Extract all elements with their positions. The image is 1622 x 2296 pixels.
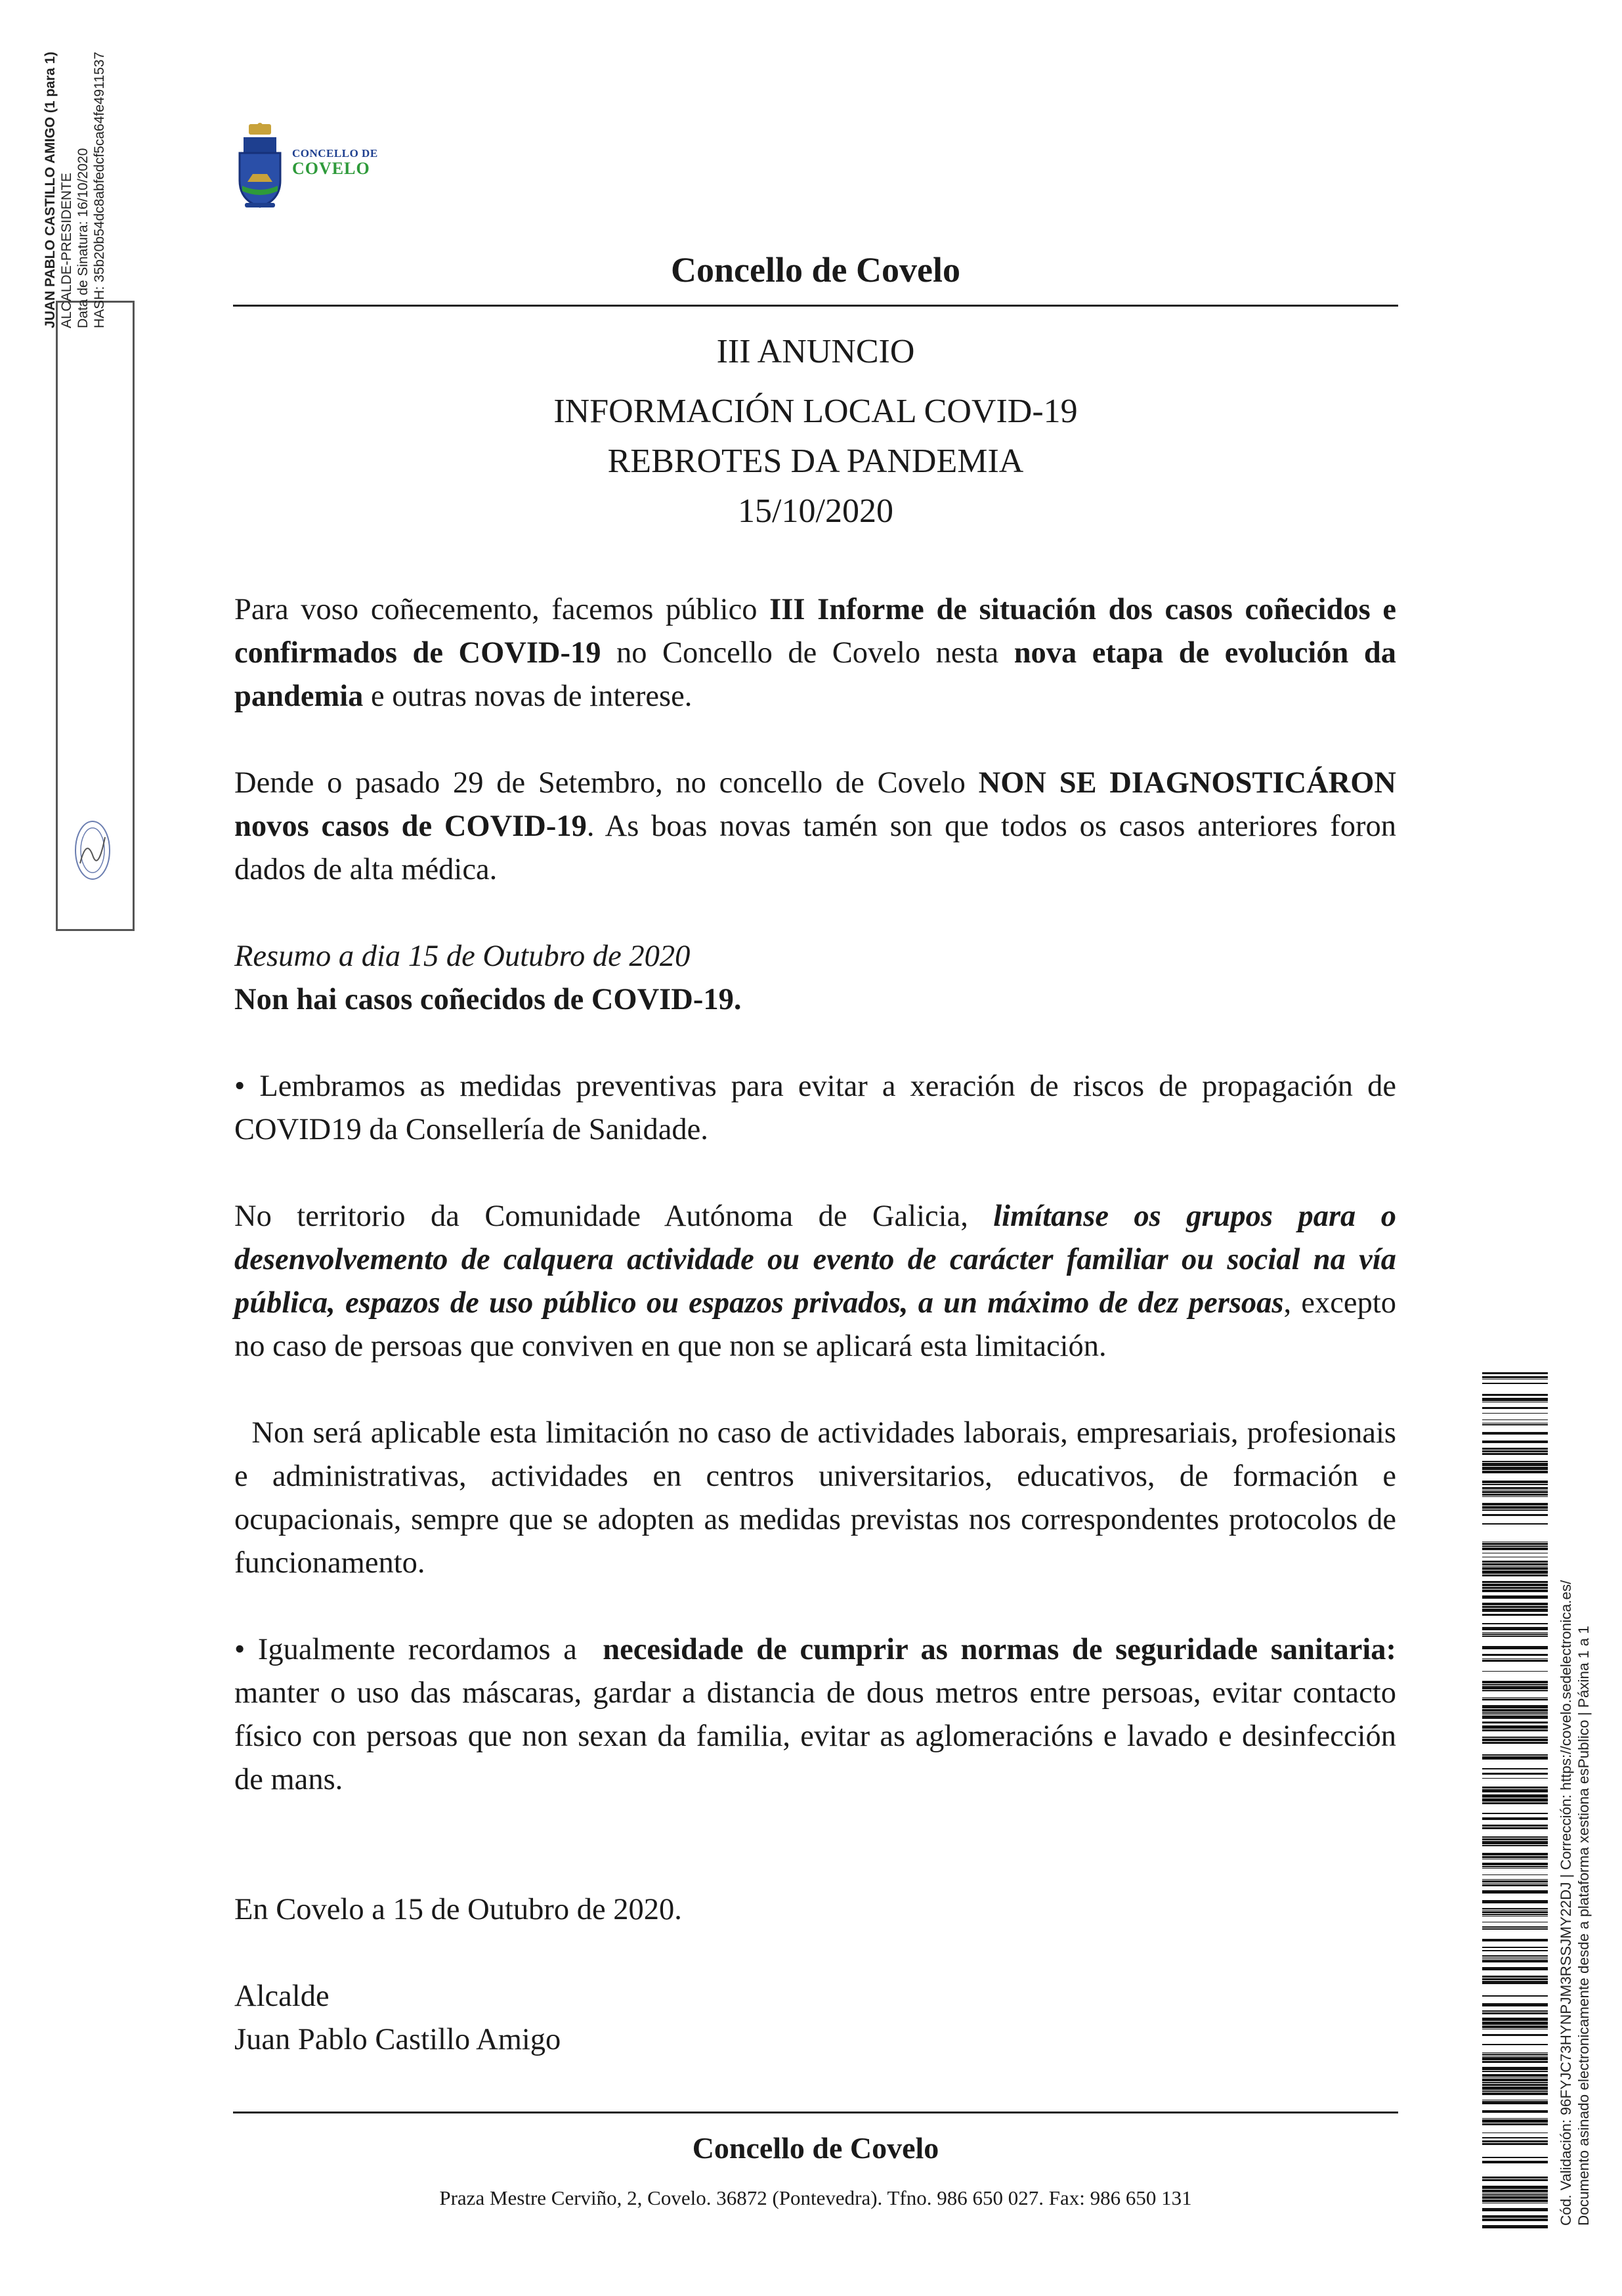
barcode-bar: [1482, 1567, 1548, 1570]
barcode-bar: [1482, 2079, 1548, 2081]
signer-role: Alcalde: [234, 1980, 330, 2013]
barcode-bar: [1482, 1798, 1548, 1802]
text-run: , excepto no caso de persoas que conviven en que non se aplicará esta limitación.: [234, 1286, 1396, 1363]
barcode-bar: [1482, 1471, 1548, 1473]
barcode-bar: [1482, 1383, 1548, 1384]
barcode-bar: [1482, 2025, 1548, 2028]
barcode-bar: [1482, 2110, 1548, 2113]
barcode-bar: [1482, 1660, 1548, 1662]
barcode-bar: [1482, 1742, 1548, 1744]
barcode-bar: [1482, 1467, 1548, 1470]
barcode-bar: [1482, 1561, 1548, 1563]
barcode-bar: [1482, 1960, 1548, 1962]
barcode-bar: [1482, 2143, 1548, 2145]
barcode-bar: [1482, 1883, 1548, 1884]
barcode-bar: [1482, 1845, 1548, 1846]
barcode-bar: [1482, 1603, 1548, 1605]
signature-details: [42, 52, 108, 328]
barcode-bar: [1482, 2082, 1548, 2083]
barcode-bar: [1482, 1768, 1548, 1769]
text-run: manter o uso das máscaras, gardar a distancia de dous metros entre persoas, evitar contacto físico con persoas que non sexan da familia, evitar as aglomeracións e lavado e desinfección de mans.: [234, 1676, 1396, 1796]
barcode-bar: [1482, 1570, 1548, 1574]
signature-seal-icon: [72, 817, 113, 883]
announcement-number: III ANUNCIO: [716, 333, 915, 370]
barcode-bar: [1482, 2179, 1548, 2181]
barcode-bar: [1482, 2077, 1548, 2078]
barcode-bar: [1482, 1686, 1548, 1689]
signature-date-line: Data de Sinatura: 16/10/2020: [75, 148, 91, 328]
barcode-bar: [1482, 2087, 1548, 2090]
barcode-bar: [1482, 1978, 1548, 1980]
barcode-bar: [1482, 1481, 1548, 1483]
barcode-bar: [1482, 2067, 1548, 2070]
barcode-bar: [1482, 1496, 1548, 1497]
barcode-bar: [1482, 1729, 1548, 1731]
barcode-bar: [1482, 1503, 1548, 1505]
barcode-bar: [1482, 1705, 1548, 1708]
document-body: [234, 588, 1404, 2062]
barcode-bar: [1482, 1725, 1548, 1729]
barcode-bar: [1482, 1634, 1548, 1635]
barcode-bar: [1482, 2161, 1548, 2163]
barcode-bar: [1482, 2022, 1548, 2025]
barcode-bar: [1482, 1523, 1548, 1525]
barcode-bar: [1482, 1754, 1548, 1756]
barcode-bar: [1482, 1866, 1548, 1867]
barcode-bar: [1482, 1813, 1548, 1814]
barcode-bar: [1482, 1884, 1548, 1886]
validation-code-line: Cód. Validación: 96FYJC73HYNPJM3RSSJMY22DJ | Corrección: https://covelo.sedelectronica.es/: [1558, 1580, 1574, 2226]
barcode-bar: [1482, 1853, 1548, 1855]
text-run: Para voso coñecemento, facemos público: [234, 593, 770, 626]
barcode-bar: [1482, 1690, 1548, 1691]
barcode-bar: [1482, 1697, 1548, 1698]
paragraph-no-new-cases: [234, 762, 1396, 892]
bold-run: III Informe de situación dos casos coñecidos e confirmados de COVID-19: [234, 593, 1396, 670]
barcode-bar: [1482, 1563, 1548, 1565]
barcode-bar: [1482, 1595, 1548, 1599]
closing-place-date: En Covelo a 15 de Outubro de 2020.: [234, 1893, 682, 1926]
barcode-bar: [1482, 1939, 1548, 1941]
barcode-bar: [1482, 1976, 1548, 1978]
barcode-bar: [1482, 1514, 1548, 1516]
signer-name: Juan Pablo Castillo Amigo: [234, 2023, 561, 2056]
barcode-bar: [1482, 1787, 1548, 1788]
barcode-bar: [1482, 1712, 1548, 1714]
barcode-bar: [1482, 1714, 1548, 1715]
barcode-bar: [1482, 1606, 1548, 1608]
barcode-bar: [1482, 1836, 1548, 1838]
barcode-bar: [1482, 1880, 1548, 1882]
barcode-bar: [1482, 1716, 1548, 1719]
barcode-bar: [1482, 1487, 1548, 1489]
text-run: • Igualmente recordamos a: [234, 1633, 603, 1666]
barcode-bar: [1482, 1506, 1548, 1509]
barcode-bar: [1482, 1548, 1548, 1550]
bold-run: NON SE DIAGNOSTICÁRON novos casos de COVID-19: [234, 766, 1396, 843]
barcode-bar: [1482, 1590, 1548, 1592]
barcode-bar: [1482, 1868, 1548, 1869]
barcode-bar: [1482, 1947, 1548, 1948]
barcode-bar: [1482, 1778, 1548, 1779]
barcode-bar: [1482, 2194, 1548, 2196]
barcode-bar: [1482, 1424, 1548, 1425]
barcode-bar: [1482, 1450, 1548, 1452]
barcode-bar: [1482, 2092, 1548, 2095]
signature-hash-line: HASH: 35b20b54dc8abfedcf5ca64fe4911537: [92, 51, 107, 328]
barcode-bar: [1482, 1463, 1548, 1466]
barcode-bar: [1482, 1394, 1548, 1396]
council-logo: [233, 121, 384, 210]
paragraph-exceptions: Non será aplicable esta limitación no caso de actividades laborais, empresariais, profesionais e administrativas, actividades en centros universitarios, educativos, de formación e ocupacionais, sempre que se adopten as medidas previstas nos correspondentes protocolos de funcionamento.: [234, 1416, 1404, 1580]
paragraph-group-limits: [234, 1195, 1396, 1368]
barcode-bar: [1482, 2177, 1548, 2178]
barcode-bar: [1482, 1494, 1548, 1496]
barcode-bar: [1482, 1890, 1548, 1894]
text-run: . As boas novas tamén son que todos os casos anteriores foron dados de alta médica.: [234, 810, 1396, 886]
barcode-bar: [1482, 1432, 1548, 1435]
barcode-bar: [1482, 2052, 1548, 2053]
barcode-bar: [1482, 1739, 1548, 1741]
barcode-bar: [1482, 1856, 1548, 1858]
header-divider: [233, 305, 1398, 307]
barcode-bar: [1482, 1914, 1548, 1915]
barcode-bar: [1482, 1584, 1548, 1586]
barcode-bar: [1482, 2061, 1548, 2063]
barcode-bar: [1482, 1841, 1548, 1844]
paragraph-intro: [234, 588, 1396, 718]
barcode-bar: [1482, 2018, 1548, 2021]
barcode-bar: [1482, 1825, 1548, 1827]
barcode-bar: [1482, 2074, 1548, 2077]
barcode-bar: [1482, 1491, 1548, 1493]
barcode-bar: [1482, 1699, 1548, 1700]
barcode-bar: [1482, 2057, 1548, 2060]
barcode-bar: [1482, 2225, 1548, 2228]
announcement-subject: INFORMACIÓN LOCAL COVID-19: [553, 393, 1078, 430]
barcode-bar: [1482, 1646, 1548, 1649]
text-run: No territorio da Comunidade Autónoma de Galicia,: [234, 1200, 994, 1233]
footer-address: Praza Mestre Cerviño, 2, Covelo. 36872 (Pontevedra). Tfno. 986 650 027. Fax: 986 650 131: [439, 2186, 1192, 2209]
title-block: [233, 335, 1398, 544]
barcode-bar: [1482, 1802, 1548, 1804]
barcode-bar: [1482, 1413, 1548, 1414]
barcode-bar: [1482, 2012, 1548, 2014]
barcode-bar: [1482, 1926, 1548, 1928]
barcode-bar: [1482, 1794, 1548, 1798]
barcode-bar: [1482, 1967, 1548, 1970]
footer-divider: [233, 2112, 1398, 2113]
barcode-bar: [1482, 2054, 1548, 2055]
header-title: Concello de Covelo: [671, 250, 960, 290]
barcode-bar: [1482, 1581, 1548, 1583]
barcode-bar: [1482, 2010, 1548, 2012]
barcode-bar: [1482, 1874, 1548, 1875]
barcode-bar: [1482, 2208, 1548, 2211]
barcode-bar: [1482, 2084, 1548, 2086]
paragraph-preventive-measures: • Lembramos as medidas preventivas para evitar a xeración de riscos de propagación de COVID19 da Consellería de Sanidade.: [234, 1070, 1396, 1146]
barcode-bar: [1482, 2044, 1548, 2045]
barcode-bar: [1482, 1566, 1548, 1567]
barcode-bar: [1482, 1838, 1548, 1840]
barcode-bar: [1482, 1484, 1548, 1485]
barcode-bar: [1482, 1900, 1548, 1903]
barcode-bar: [1482, 2137, 1548, 2138]
barcode-bar: [1482, 1419, 1548, 1420]
barcode-bar: [1482, 1955, 1548, 1957]
barcode-bar: [1482, 2199, 1548, 2202]
validation-platform-line: Documento asinado electronicamente desde a plataforma xestiona esPublico | Páxina 1 a 1: [1575, 1626, 1592, 2226]
barcode-bar: [1482, 1440, 1548, 1443]
barcode-bar: [1482, 1609, 1548, 1612]
barcode-bar: [1482, 1587, 1548, 1589]
paragraph-safety-rules: [234, 1628, 1396, 1802]
barcode-bar: [1482, 1398, 1548, 1401]
barcode-bar: [1482, 1632, 1548, 1633]
bold-italic-run: limítanse os grupos para o desenvolvemento de calquera actividade ou evento de carácter familiar ou social na vía pública, espazos de uso público ou espazos privados, a un máximo de dez persoas: [234, 1200, 1396, 1320]
barcode-bar: [1482, 1910, 1548, 1911]
barcode-bar: [1482, 1684, 1548, 1685]
barcode-bar: [1482, 1635, 1548, 1637]
text-run: no Concello de Covelo nesta: [601, 636, 1014, 670]
barcode-bar: [1482, 2118, 1548, 2119]
logo-line-2: COVELO: [292, 158, 370, 178]
barcode-bar: [1482, 1376, 1548, 1378]
barcode-bar: [1482, 1950, 1548, 1951]
barcode-bar: [1482, 1789, 1548, 1792]
barcode-bar: [1482, 1981, 1548, 1984]
footer-title: Concello de Covelo: [692, 2131, 939, 2165]
barcode-bar: [1482, 1407, 1548, 1409]
barcode-bar: [1482, 1916, 1548, 1917]
barcode-bar: [1482, 1574, 1548, 1576]
barcode-bar: [1482, 2071, 1548, 2072]
barcode-bar: [1482, 2219, 1548, 2221]
barcode-bar: [1482, 1908, 1548, 1909]
barcode-bar: [1482, 1654, 1548, 1656]
text-run: e outras novas de interese.: [363, 680, 693, 713]
logo-line-1: CONCELLO DE: [292, 147, 378, 160]
barcode-bar: [1482, 1957, 1548, 1958]
announcement-date: 15/10/2020: [738, 492, 893, 530]
barcode-bar: [1482, 1722, 1548, 1723]
barcode-bar: [1482, 1543, 1548, 1545]
barcode-bar: [1482, 1623, 1548, 1624]
barcode-bar: [1482, 1863, 1548, 1865]
barcode-bar: [1482, 1614, 1548, 1616]
barcode-bar: [1482, 1658, 1548, 1659]
barcode-bar: [1482, 2140, 1548, 2142]
barcode-bar: [1482, 1756, 1548, 1760]
paragraph-summary: [234, 935, 1396, 1022]
barcode-bar: [1482, 1509, 1548, 1511]
signer-title-line: ALCALDE-PRESIDENTE: [59, 173, 74, 328]
bold-run: nova etapa de evolución da pandemia: [234, 636, 1397, 713]
barcode-bar: [1482, 2186, 1548, 2189]
barcode-bar: [1482, 1827, 1548, 1829]
barcode-bar: [1482, 1709, 1548, 1712]
barcode-bar: [1482, 2123, 1548, 2125]
barcode-bar: [1482, 2003, 1548, 2006]
barcode-bar: [1482, 2215, 1548, 2218]
validation-details: [1557, 1580, 1592, 2226]
barcode-bar: [1482, 1773, 1548, 1775]
barcode-bar: [1482, 2193, 1548, 2194]
barcode-bar: [1482, 1911, 1548, 1913]
barcode-bar: [1482, 1627, 1548, 1630]
barcode-bar: [1482, 2101, 1548, 2104]
text-run: Dende o pasado 29 de Setembro, no concello de Covelo: [234, 766, 979, 800]
signer-line: JUAN PABLO CASTILLO AMIGO (1 para 1): [43, 51, 58, 328]
barcode-bar: [1482, 2090, 1548, 2092]
barcode-bar: [1482, 1448, 1548, 1450]
barcode-bar: [1482, 1671, 1548, 1672]
coat-of-arms-icon: [233, 121, 287, 210]
barcode-bar: [1482, 2190, 1548, 2192]
barcode-bar: [1482, 1928, 1548, 1930]
barcode-bar: [1482, 2157, 1548, 2158]
announcement-topic: REBROTES DA PANDEMIA: [607, 443, 1024, 480]
barcode-bar: [1482, 1453, 1548, 1455]
barcode-bar: [1482, 1681, 1548, 1683]
barcode-bar: [1482, 1372, 1548, 1374]
barcode-bar: [1482, 2196, 1548, 2199]
summary-status: Non hai casos coñecidos de COVID-19.: [234, 983, 742, 1016]
bold-run: necesidade de cumprir as normas de seguridade sanitaria:: [603, 1633, 1396, 1666]
barcode-bar: [1482, 1461, 1548, 1462]
barcode-bar: [1482, 1737, 1548, 1738]
summary-date: Resumo a dia 15 de Outubro de 2020: [234, 940, 691, 973]
barcode-bar: [1482, 2034, 1548, 2036]
barcode-bar: [1482, 1546, 1548, 1547]
barcode-bar: [1482, 1817, 1548, 1820]
barcode-bar: [1482, 2119, 1548, 2123]
barcode-bar: [1482, 1879, 1548, 1880]
validation-barcode: [1482, 1372, 1548, 2232]
barcode-bar: [1482, 1995, 1548, 1997]
